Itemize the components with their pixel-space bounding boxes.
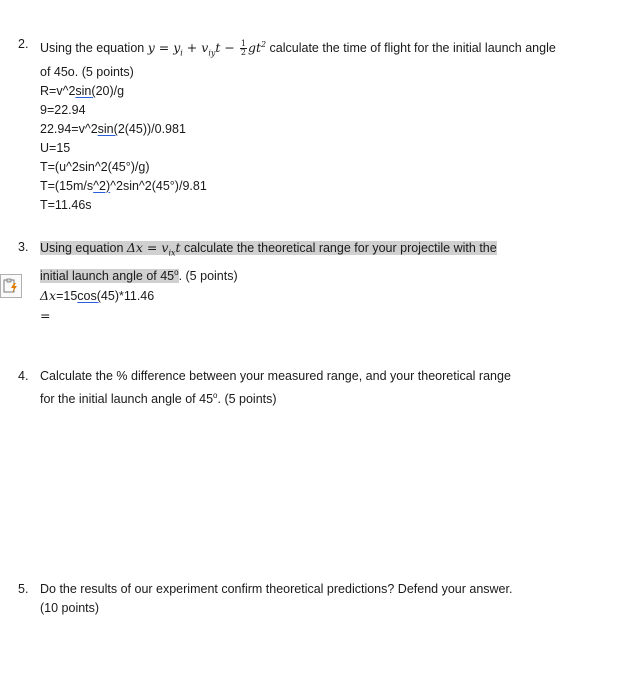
answer-text: R=v^2	[40, 83, 76, 98]
answer-line	[40, 177, 540, 196]
question-prompt-line2: for the initial launch angle of 45$^o$. (5 points)	[40, 391, 277, 407]
question-5	[18, 580, 540, 618]
spellcheck-underlined-text: ^2)	[93, 178, 111, 193]
question-number: 4.	[18, 369, 29, 383]
answer-line	[40, 196, 540, 215]
paste-options-icon[interactable]	[0, 274, 22, 298]
answer-line[interactable]: =	[40, 307, 51, 323]
question-2	[18, 35, 556, 215]
answer-line	[40, 139, 540, 158]
question-prompt-line2: initial launch angle of 45$^o$. (5 points)	[40, 267, 238, 283]
spellcheck-underlined-text: sin(	[75, 83, 96, 98]
question-number: 5.	[18, 582, 29, 596]
question-3	[18, 238, 540, 325]
question-prompt: Using the equation $y = y_i + v_{iy}t$ − $\frac{1}{2}$ $gt^2$ calculate the time of flight for the initial launch angle	[40, 39, 556, 58]
answer-block	[40, 82, 540, 215]
answer-line	[40, 158, 540, 177]
answer-text: 22.94=v^2	[40, 121, 98, 136]
question-4	[18, 367, 540, 409]
answer-text: T=11.46s	[40, 197, 92, 212]
answer-text: ^2sin^2(45°)/9.81	[110, 178, 207, 193]
answer-text: T=(15m/s	[40, 178, 94, 193]
question-number: 2.	[18, 37, 29, 51]
answer-line	[40, 120, 540, 139]
question-prompt: Do the results of our experiment confirm theoretical predictions? Defend your answer.	[40, 582, 513, 596]
answer-text: 9=22.94	[40, 102, 86, 117]
question-number: 3.	[18, 240, 29, 254]
equation: $\Delta x = v_{ix}t$	[126, 240, 181, 258]
equation: $y = y_i + v_{iy}t$ − $\frac{1}{2}$ $gt^2$	[147, 39, 267, 58]
answer-text: T=(u^2sin^2(45°)/g)	[40, 159, 150, 174]
answer-line: Δx=15cos(45)*11.46	[40, 287, 155, 303]
answer-text: U=15	[40, 140, 71, 155]
question-prompt: Using equation $\Delta x = v_{ix}t$ calculate the theoretical range for your projectile with the	[40, 240, 497, 258]
answer-line	[40, 82, 540, 101]
answer-text: 20)/g	[95, 83, 125, 98]
answer-text: 2(45))/0.981	[117, 121, 186, 136]
spellcheck-underlined-text: sin(	[97, 121, 118, 136]
question-prompt-line2: (10 points)	[40, 601, 100, 615]
answer-line	[40, 101, 540, 120]
question-prompt-line2: of 45o. (5 points)	[40, 64, 134, 79]
question-prompt: Calculate the % difference between your measured range, and your theoretical range	[40, 369, 511, 383]
